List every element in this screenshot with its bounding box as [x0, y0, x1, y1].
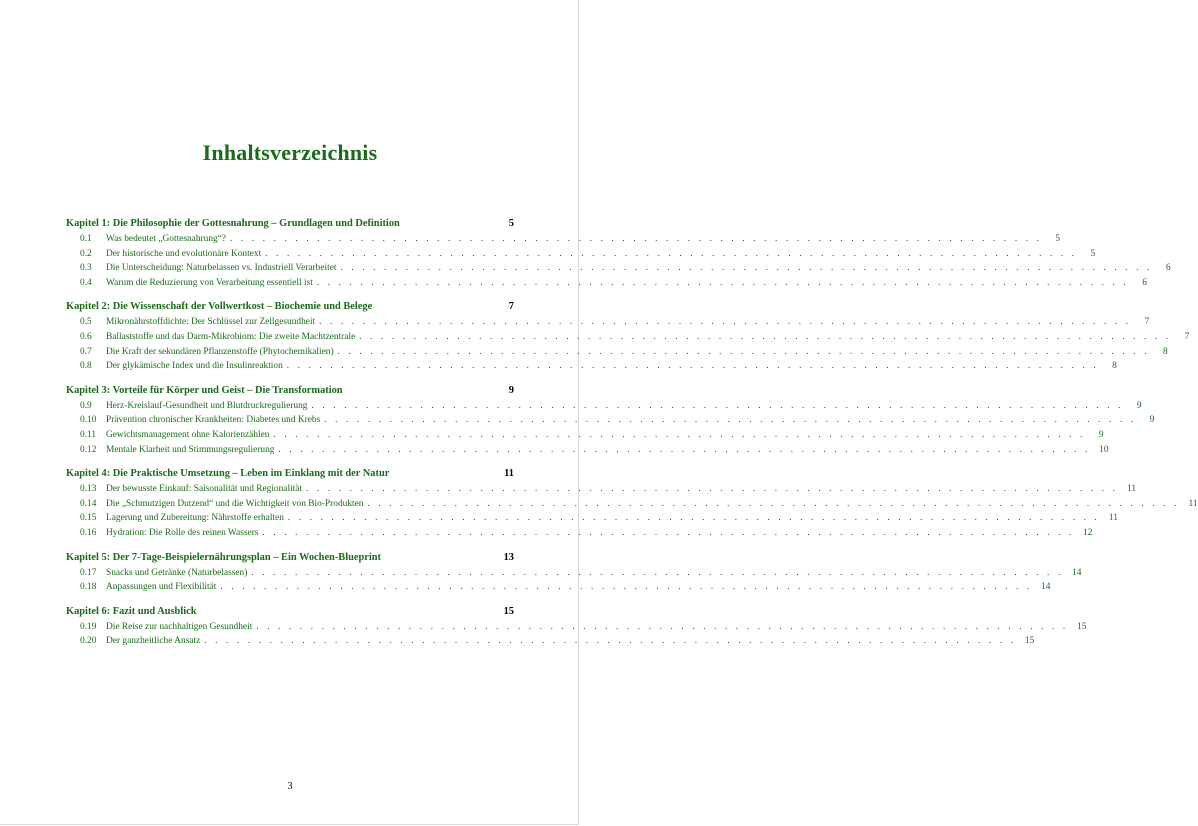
toc-dot-leader [341, 261, 1153, 275]
toc-section-link[interactable] [66, 399, 1142, 414]
toc-section-title: Die „Schmutzigen Dutzend“ und die Wichtigkeit von Bio-Produkten [106, 498, 364, 509]
toc-section-link[interactable] [66, 330, 1190, 345]
toc-section-title: Mentale Klarheit und Stimmungsregulierung [106, 444, 275, 455]
toc-section-page: 11 [1127, 484, 1137, 495]
toc-section-number: 0.18 [80, 582, 97, 593]
toc-section-page: 15 [1024, 636, 1035, 647]
toc-chapter-link[interactable] [66, 216, 514, 232]
toc-chapter-page: 11 [504, 468, 514, 480]
toc-chapter [66, 550, 1082, 595]
toc-chapter-page: 15 [503, 605, 514, 617]
toc-section-title: Der historische und evolutionäre Kontext [106, 248, 262, 259]
toc-chapter-title: Kapitel 2: Die Wissenschaft der Vollwertkost – Biochemie und Belege [66, 301, 373, 313]
toc-section-link[interactable] [66, 580, 1051, 595]
toc-section-number: 0.20 [80, 636, 97, 647]
toc-section-link[interactable] [66, 443, 1109, 458]
toc-section-title: Lagerung und Zubereitung: Nährstoffe erhalten [106, 513, 284, 524]
toc-chapter-page: 9 [508, 384, 514, 396]
toc-section-link[interactable] [66, 413, 1155, 428]
table-of-contents [66, 216, 1198, 658]
toc-chapter [66, 216, 1171, 290]
toc-dot-leader [338, 345, 1150, 359]
toc-section-page: 14 [1041, 582, 1051, 593]
toc-section-page: 11 [1188, 498, 1198, 509]
toc-section-link[interactable] [66, 232, 1061, 247]
toc-section-title: Warum die Reduzierung von Verarbeitung essentiell ist [106, 277, 313, 288]
toc-section-number: 0.5 [80, 317, 92, 328]
toc-section-title: Was bedeutet „Gottesnahrung“? [106, 234, 227, 244]
toc-chapter-link[interactable] [66, 466, 514, 482]
toc-section-number: 0.13 [80, 484, 97, 495]
toc-section-title: Die Unterscheidung: Naturbelassen vs. Industriell Verarbeitet [106, 263, 337, 274]
toc-section-link[interactable] [66, 511, 1118, 526]
toc-section-page: 9 [1149, 415, 1155, 426]
toc-dot-leader [367, 497, 1179, 511]
toc-chapter-page: 7 [508, 301, 514, 313]
toc-dot-leader [312, 399, 1124, 413]
toc-chapter [66, 604, 1087, 649]
toc-section-link[interactable] [66, 566, 1082, 581]
toc-section-number: 0.6 [80, 331, 92, 342]
toc-dot-leader [319, 315, 1131, 329]
toc-section-number: 0.1 [80, 234, 92, 244]
toc-section-link[interactable] [66, 526, 1093, 541]
toc-chapter-link[interactable] [66, 604, 514, 620]
toc-section-title: Gewichtsmanagement ohne Kalorienzählen [106, 429, 270, 440]
toc-chapter [66, 383, 1155, 457]
toc-section-link[interactable] [66, 247, 1096, 262]
toc-section-link[interactable] [66, 620, 1087, 635]
toc-chapter-title: Kapitel 4: Die Praktische Umsetzung – Leben im Einklang mit der Natur [66, 468, 390, 480]
toc-section-link[interactable] [66, 634, 1035, 649]
toc-dot-leader [230, 232, 1042, 246]
toc-dot-leader [265, 247, 1077, 261]
toc-dot-leader [288, 511, 1100, 525]
toc-section-page: 9 [1136, 400, 1142, 411]
toc-chapter-title: Kapitel 3: Vorteile für Körper und Geist – Die Transformation [66, 384, 343, 396]
toc-section-number: 0.15 [80, 513, 97, 524]
toc-section-title: Anpassungen und Flexibilität [106, 582, 217, 593]
toc-chapter-link[interactable] [66, 550, 514, 566]
toc-section-number: 0.2 [80, 248, 92, 259]
toc-section-number: 0.3 [80, 263, 92, 274]
toc-section-number: 0.19 [80, 621, 97, 632]
toc-chapter-title: Kapitel 1: Die Philosophie der Gottesnahrung – Grundlagen und Definition [66, 218, 400, 229]
toc-section-number: 0.9 [80, 400, 92, 411]
toc-section-page: 9 [1098, 429, 1104, 440]
toc-section-title: Der glykämische Index und die Insulinreaktion [106, 361, 283, 372]
toc-section-page: 14 [1072, 567, 1082, 578]
toc-section-page: 7 [1184, 331, 1190, 342]
toc-dot-leader [262, 526, 1074, 540]
toc-section-number: 0.7 [80, 346, 92, 357]
toc-section-number: 0.16 [80, 527, 97, 538]
toc-section-link[interactable] [66, 276, 1147, 291]
toc-section-page: 12 [1083, 527, 1093, 538]
toc-section-link[interactable] [66, 428, 1104, 443]
toc-section-link[interactable] [66, 359, 1117, 374]
toc-section-title: Snacks und Getränke (Naturbelassen) [106, 567, 248, 578]
toc-section-title: Hydration: Die Rolle des reinen Wassers [106, 527, 259, 538]
toc-section-title: Prävention chronischer Krankheiten: Diabetes und Krebs [106, 415, 321, 426]
toc-title: Inhaltsverzeichnis [202, 140, 378, 165]
toc-section-title: Die Reise zur nachhaltigen Gesundheit [106, 621, 253, 632]
toc-section-link[interactable] [66, 315, 1150, 330]
toc-section-page: 15 [1077, 621, 1087, 632]
toc-section-title: Herz-Kreislauf-Gesundheit und Blutdruckregulierung [106, 400, 308, 411]
toc-dot-leader [287, 359, 1099, 373]
toc-dot-leader [324, 413, 1136, 427]
toc-section-page: 11 [1108, 513, 1118, 524]
toc-section-number: 0.17 [80, 567, 97, 578]
toc-section-page: 6 [1165, 263, 1171, 274]
toc-dot-leader [359, 330, 1171, 344]
toc-section-number: 0.8 [80, 361, 92, 372]
toc-section-number: 0.4 [80, 277, 92, 288]
page-number: 3 [287, 781, 293, 792]
toc-chapter-link[interactable] [66, 383, 514, 399]
toc-chapter [66, 299, 1190, 373]
toc-section-page: 10 [1099, 444, 1109, 455]
toc-section-title: Der bewusste Einkauf: Saisonalität und Regionalität [106, 484, 303, 495]
toc-section-link[interactable] [66, 497, 1198, 512]
toc-section-title: Ballaststoffe und das Darm-Mikrobiom: Die zweite Machtzentrale [106, 331, 356, 342]
toc-chapter-page: 13 [503, 551, 514, 563]
toc-section-link[interactable] [66, 482, 1137, 497]
toc-section-number: 0.12 [80, 444, 97, 455]
toc-section-page: 7 [1144, 317, 1150, 328]
toc-section-number: 0.11 [80, 429, 97, 440]
toc-dot-leader [251, 566, 1063, 580]
toc-section-page: 8 [1162, 346, 1168, 357]
toc-dot-leader [317, 276, 1129, 290]
toc-section-title: Der ganzheitliche Ansatz [106, 636, 201, 647]
toc-chapter [66, 466, 1198, 540]
toc-dot-leader [273, 428, 1085, 442]
toc-chapter-link[interactable] [66, 299, 514, 315]
toc-section-link[interactable] [66, 345, 1168, 360]
toc-section-number: 0.14 [80, 498, 97, 509]
toc-dot-leader [220, 580, 1032, 594]
toc-section-page: 5 [1055, 234, 1061, 244]
toc-section-number: 0.10 [80, 415, 97, 426]
toc-dot-leader [306, 482, 1118, 496]
toc-section-title: Die Kraft der sekundären Pflanzenstoffe (Phytochemikalien) [106, 346, 334, 357]
toc-section-page: 6 [1142, 277, 1147, 288]
toc-chapter-page: 5 [508, 218, 514, 229]
toc-section-title: Mikronährstoffdichte: Der Schlüssel zur Zellgesundheit [106, 317, 316, 328]
toc-chapter-title: Kapitel 5: Der 7-Tage-Beispielernährungsplan – Ein Wochen-Blueprint [66, 551, 382, 563]
toc-dot-leader [256, 620, 1068, 634]
toc-dot-leader [278, 443, 1090, 457]
toc-section-page: 8 [1112, 361, 1117, 372]
toc-dot-leader [204, 634, 1016, 648]
toc-chapter-title: Kapitel 6: Fazit und Ausblick [66, 605, 197, 617]
toc-section-link[interactable] [66, 261, 1171, 276]
toc-section-page: 5 [1090, 248, 1096, 259]
